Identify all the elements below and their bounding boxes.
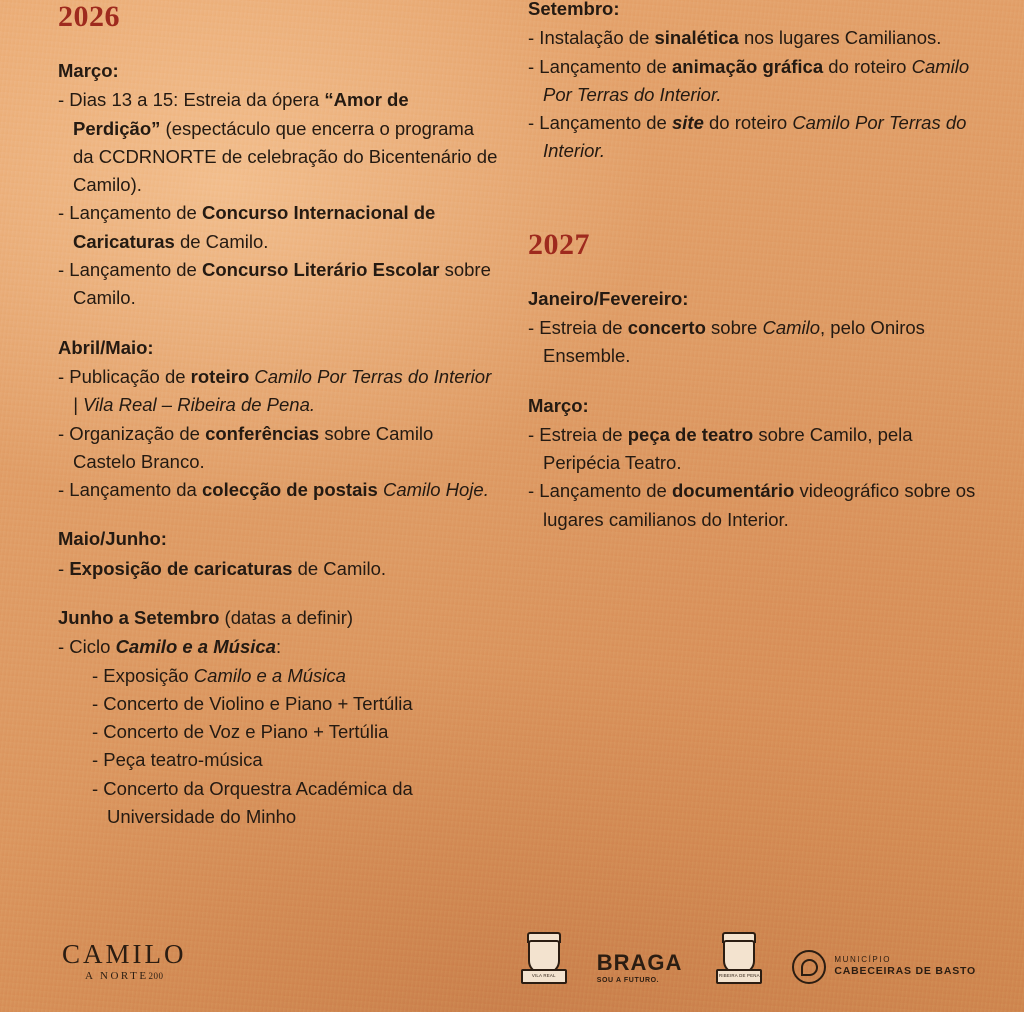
block-title: Setembro: [528, 0, 620, 19]
block-title-text: Junho a Setembro [58, 606, 220, 628]
list-item: - Ciclo Camilo e a Música: [58, 636, 282, 658]
item-list [528, 314, 978, 371]
camilo-logo-sub [62, 971, 187, 982]
braga-logo [597, 952, 683, 984]
block-marco-2026 [58, 58, 498, 313]
right-column [528, 0, 978, 556]
item-list [58, 363, 498, 504]
cabeceiras-de-basto-logo [792, 950, 976, 984]
sub-item-list [58, 662, 498, 832]
sub-list-item: - Concerto de Voz e Piano + Tertúlia [92, 721, 389, 743]
sub-list-item: - Concerto da Orquestra Académica da Universidade do Minho [92, 777, 413, 827]
block-setembro-2026 [528, 0, 978, 166]
list-item: - Exposição de caricaturas de Camilo. [58, 557, 387, 579]
municipio-text [834, 955, 976, 978]
camilo-a-norte-logo [62, 941, 187, 982]
list-item: - Lançamento da colecção de postais Camilo Hoje. [58, 479, 489, 501]
list-item: - Lançamento de Concurso Literário Escolar sobre Camilo. [58, 259, 491, 309]
year-heading-2026: 2026 [58, 0, 120, 33]
camilo-logo-sub-text: A NORTE [84, 970, 149, 982]
list-item: - Lançamento de animação gráfica do roteiro Camilo Por Terras do Interior. [528, 55, 970, 105]
footer [0, 920, 1024, 990]
camilo-logo-sub-number: 200 [148, 971, 164, 981]
sub-list-item: - Peça teatro-música [92, 749, 263, 771]
municipio-line-1: MUNICÍPIO [834, 955, 892, 965]
list-item: - Organização de conferências sobre Camilo Castelo Branco. [58, 422, 434, 472]
year-heading-2027: 2027 [528, 227, 590, 261]
item-list [528, 421, 978, 534]
block-janeiro-fevereiro-2027 [528, 286, 978, 371]
ribeira-de-pena-logo [716, 932, 758, 984]
list-item: - Lançamento de documentário videográfico sobre os lugares camilianos do Interior. [528, 480, 976, 530]
crest-icon [521, 932, 563, 984]
braga-logo-main: BRAGA [596, 950, 683, 975]
block-title [58, 605, 498, 631]
item-list [528, 24, 978, 165]
municipio-line-2: CABECEIRAS DE BASTO [834, 965, 976, 978]
left-column [58, 0, 498, 853]
municipio-mark-icon [792, 950, 826, 984]
list-item: - Publicação de roteiro Camilo Por Terras do Interior | Vila Real – Ribeira de Pena. [58, 365, 492, 416]
item-list [58, 633, 498, 661]
list-item: - Estreia de peça de teatro sobre Camilo, pela Peripécia Teatro. [528, 423, 913, 474]
item-list [58, 555, 498, 583]
list-item: - Lançamento de Concurso Internacional de Caricaturas de Camilo. [58, 202, 436, 252]
list-item: - Instalação de sinalética nos lugares Camilianos. [528, 27, 942, 49]
camilo-logo-main: CAMILO [62, 939, 187, 969]
block-title: Maio/Junho: [58, 528, 167, 550]
block-abril-maio-2026 [58, 335, 498, 505]
partner-logos [521, 932, 976, 984]
sub-list-item: - Exposição Camilo e a Música [92, 664, 346, 686]
block-marco-2027 [528, 393, 978, 534]
item-list [58, 86, 498, 312]
braga-logo-sub: SOU A FUTURO. [596, 977, 660, 984]
list-item: - Estreia de concerto sobre Camilo, pelo Oniros Ensemble. [528, 317, 925, 367]
block-title-suffix: (datas a definir) [219, 606, 354, 628]
block-title: Abril/Maio: [58, 336, 154, 358]
sub-list-item: - Concerto de Violino e Piano + Tertúlia [92, 692, 413, 714]
crest-icon [716, 932, 758, 984]
block-title: Março: [58, 60, 119, 81]
block-title: Janeiro/Fevereiro: [528, 287, 689, 309]
list-item: - Dias 13 a 15: Estreia da ópera “Amor de Perdição” (espectáculo que encerra o programa da CCDRNORTE de celebração do Bicentenário de Camilo). [58, 89, 498, 196]
list-item: - Lançamento de site do roteiro Camilo Por Terras do Interior. [528, 112, 967, 162]
crest-ribbon-label: VILA REAL [521, 969, 567, 984]
block-maio-junho-2026 [58, 526, 498, 583]
vila-real-logo [521, 932, 563, 984]
block-junho-setembro-2026 [58, 605, 498, 831]
crest-ribbon-label: RIBEIRA DE PENA [716, 969, 762, 984]
block-title: Março: [528, 394, 589, 416]
